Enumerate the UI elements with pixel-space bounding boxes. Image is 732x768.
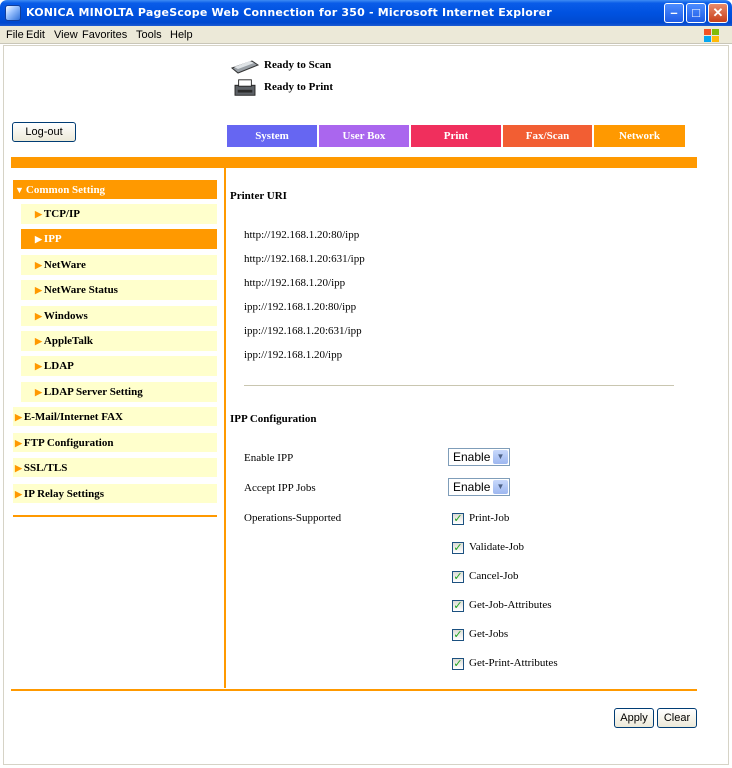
uri-item: ipp://192.168.1.20:80/ipp [244,301,357,313]
tab-network[interactable]: Network [594,125,685,147]
triangle-right-icon: ▶ [15,412,22,422]
logout-button[interactable]: Log-out [12,122,76,142]
triangle-right-icon: ▶ [15,438,22,448]
triangle-right-icon: ▶ [35,387,42,397]
sidebar-item-windows[interactable]: ▶ Windows [21,306,217,326]
printer-uri-title: Printer URI [230,190,287,202]
sidebar-item-ldap-server-setting[interactable]: ▶ LDAP Server Setting [21,382,217,402]
sidebar-divider [13,515,217,517]
triangle-right-icon: ▶ [15,463,22,473]
ie-icon [5,5,21,21]
sidebar-item-netware-status[interactable]: ▶ NetWare Status [21,280,217,300]
tab-print[interactable]: Print [411,125,501,147]
menu-file[interactable]: File [6,29,24,41]
uri-item: http://192.168.1.20:631/ipp [244,253,365,265]
printer-icon [230,78,260,98]
triangle-right-icon: ▶ [35,311,42,321]
checkmark-icon[interactable]: ✓ [453,512,463,525]
content-divider [224,168,226,688]
main-tabs [227,125,687,147]
clear-button[interactable]: Clear [657,708,697,728]
triangle-down-icon: ▼ [15,185,24,195]
accept-ipp-jobs-select[interactable]: Enable ▼ [448,478,510,496]
sidebar-item-ftp-configuration[interactable]: ▶ FTP Configuration [13,433,217,453]
uri-item: http://192.168.1.20:80/ipp [244,229,360,241]
sidebar-item-ssl-tls[interactable]: ▶ SSL/TLS [13,458,217,478]
enable-ipp-label: Enable IPP [244,452,294,464]
tab-fax-scan[interactable]: Fax/Scan [503,125,592,147]
header-divider [11,157,697,168]
sidebar-item-appletalk[interactable]: ▶ AppleTalk [21,331,217,351]
chevron-down-icon: ▼ [493,480,508,494]
menu-help[interactable]: Help [170,29,193,41]
apply-button[interactable]: Apply [614,708,654,728]
close-icon[interactable]: ✕ [708,3,728,23]
enable-ipp-select[interactable]: Enable ▼ [448,448,510,466]
triangle-right-icon: ▶ [35,209,42,219]
menu-edit[interactable]: Edit [26,29,45,41]
minimize-icon[interactable]: – [664,3,684,23]
uri-item: ipp://192.168.1.20/ipp [244,349,343,361]
menu-bar [0,26,732,44]
triangle-right-icon: ▶ [15,489,22,499]
tab-user-box[interactable]: User Box [319,125,409,147]
menu-favorites[interactable]: Favorites [82,29,128,41]
sidebar-item-ldap[interactable]: ▶ LDAP [21,356,217,376]
section-divider [244,385,674,386]
chevron-down-icon: ▼ [493,450,508,464]
checkmark-icon[interactable]: ✓ [453,628,463,641]
triangle-right-icon: ▶ [35,285,42,295]
accept-ipp-jobs-label: Accept IPP Jobs [244,482,316,494]
checkmark-icon[interactable]: ✓ [453,599,463,612]
scanner-icon [230,56,260,76]
checkmark-icon[interactable]: ✓ [453,657,463,670]
window-title: KONICA MINOLTA PageScope Web Connection for 350 - Microsoft Internet Explorer [26,6,552,19]
checkmark-icon[interactable]: ✓ [453,570,463,583]
ipp-configuration-title: IPP Configuration [230,413,317,425]
uri-item: http://192.168.1.20/ipp [244,277,346,289]
menu-view[interactable]: View [54,29,78,41]
menu-tools[interactable]: Tools [136,29,162,41]
sidebar-item-ip-relay[interactable]: ▶ IP Relay Settings [13,484,217,504]
checkmark-icon[interactable]: ✓ [453,541,463,554]
uri-item: ipp://192.168.1.20:631/ipp [244,325,362,337]
web-page: Ready to Scan Ready to Print Log-out System User Box Print Fax/Scan Network ▼ Common Setting ▶ TCP/IP ▶ IPP ▶ NetWare ▶ NetWare Status ▶ Windows ▶ AppleTalk ▶ LDAP ▶ LDAP Server Setting ▶ E-Mail/Internet FAX ▶ FTP Configuration ▶ SSL/TLS ▶ IP Relay Settings Printer URI http://192.168.1.20:80/ipp http://192.168.1.20:631/ipp http://192.168.1.20/ipp ipp://192.168.1.20:80/ipp ipp://192.168.1.20:631/ipp ipp://192.168.1.20/ipp IPP Configuration Enable IPP Enable ▼ Accept IPP Jobs Enable ▼ Operations-Supported ✓ Print-Job ✓ Validate-Job ✓ Cancel-Job ✓ Get-Job-Attributes ✓ Get-Jobs ✓ Get-Print-Attributes Apply Clear [3,45,729,765]
operations-supported-label: Operations-Supported [244,512,342,524]
sidebar-item-tcpip[interactable]: ▶ TCP/IP [21,204,217,224]
sidebar-item-common-setting[interactable]: ▼ Common Setting [13,180,217,200]
triangle-right-icon: ▶ [35,336,42,346]
sidebar-item-ipp[interactable]: ▶ IPP [21,229,217,249]
maximize-icon[interactable]: □ [686,3,706,23]
triangle-right-icon: ▶ [35,234,42,244]
sidebar-item-netware[interactable]: ▶ NetWare [21,255,217,275]
triangle-right-icon: ▶ [35,361,42,371]
tab-system[interactable]: System [227,125,317,147]
triangle-right-icon: ▶ [35,260,42,270]
sidebar-item-email-ifax[interactable]: ▶ E-Mail/Internet FAX [13,407,217,427]
window-titlebar [0,0,732,26]
footer-divider [11,689,697,691]
windows-logo-icon [702,27,724,43]
